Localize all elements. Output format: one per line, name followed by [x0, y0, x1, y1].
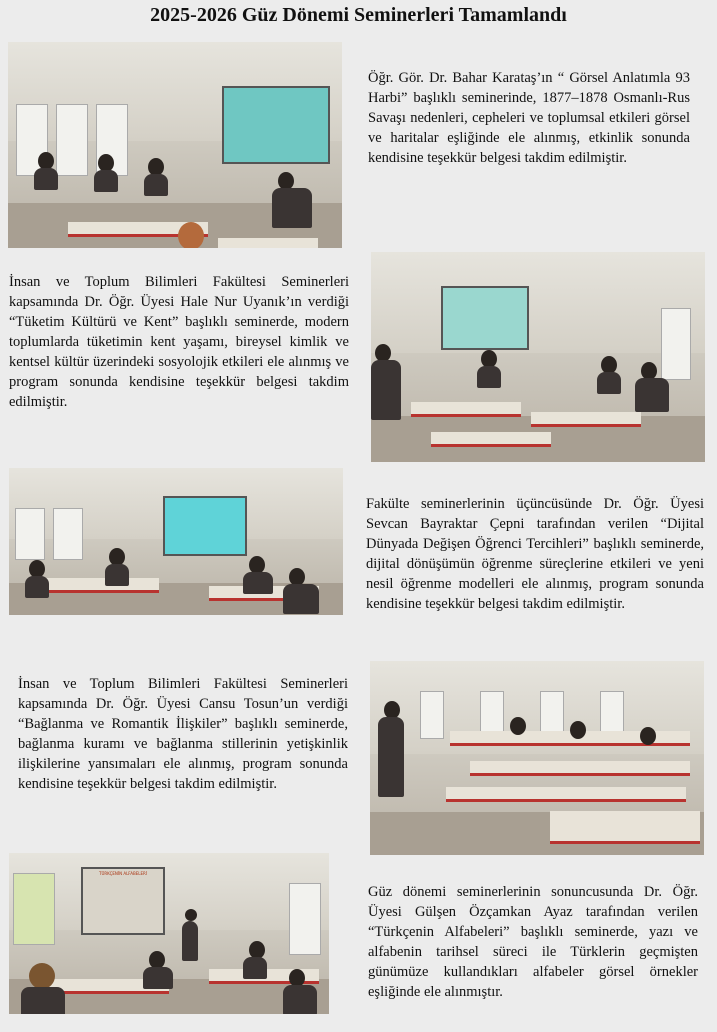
projection-screen: [163, 496, 247, 556]
screen-caption: TÜRKÇENİN ALFABELERİ: [99, 871, 147, 876]
seminar-text-3: Fakülte seminerlerinin üçüncüsünde Dr. Öğr. Üyesi Sevcan Bayraktar Çepni tarafından verilen “Dijital Dünyada Değişen Öğrenci Tercihleri” başlıklı seminerde, dijital dönüşümün öğrenme süreçlerine etkileri ve yeni nesil öğrenme modelleri ele alınmış, program sonunda kendisine teşekkür belgesi takdim edilmiştir.: [366, 496, 704, 612]
seminar-text-1: Öğr. Gör. Dr. Bahar Karataş’ın “ Görsel Anlatımla 93 Harbi” başlıklı seminerinde, 1877–1878 Osmanlı-Rus Savaşı nedenleri, cepheleri ve toplumsal etkileri görsel ve haritalar eşliğinde ele alınmış, etkinlik sonunda kendisine teşekkür belgesi takdim edilmiştir.: [368, 70, 690, 166]
seminar-text-4: İnsan ve Toplum Bilimleri Fakültesi Seminerleri kapsamında Dr. Öğr. Üyesi Cansu Tosun’un verdiği “Bağlanma ve Romantik İlişkiler” başlıklı seminerde, bağlanma kuramı ve bağlanma stillerinin yetişkinlik ilişkilerine yansımaları ele alınmış, program sonunda kendisine teşekkür belgesi takdim edilmiştir.: [18, 676, 348, 792]
seminar-photo-5: [9, 853, 329, 1014]
seminar-photo-4: [370, 661, 704, 855]
page-title: 2025-2026 Güz Dönemi Seminerleri Tamamlandı: [150, 4, 567, 26]
seminar-photo-2: [371, 252, 705, 462]
projection-screen: [441, 286, 529, 350]
seminar-text-5: Güz dönemi seminerlerinin sonuncusunda Dr. Öğr. Üyesi Gülşen Özçamkan Ayaz tarafından verilen “Türkçenin Alfabeleri” başlıklı seminerde, yazı ve alfabenin tarihsel süreci ile Türklerin geçmişten günümüze kullandıkları alfabeler görsel örnekler eşliğinde ele alınmıştır.: [368, 884, 698, 1000]
seminar-photo-1: [8, 42, 342, 248]
projection-screen: [222, 86, 330, 164]
projection-screen: [81, 867, 165, 935]
seminar-text-2: İnsan ve Toplum Bilimleri Fakültesi Seminerleri kapsamında Dr. Öğr. Üyesi Hale Nur Uyanık’ın verdiği “Tüketim Kültürü ve Kent” başlıklı seminerde, modern toplumlarda tüketimin kent yaşamı, bireysel kimlik ve kentsel kültür üzerindeki sosyolojik etkileri ele alınmış ve program sonunda kendisine teşekkür belgesi takdim edilmiştir.: [9, 274, 349, 410]
seminar-photo-3: [9, 468, 343, 615]
